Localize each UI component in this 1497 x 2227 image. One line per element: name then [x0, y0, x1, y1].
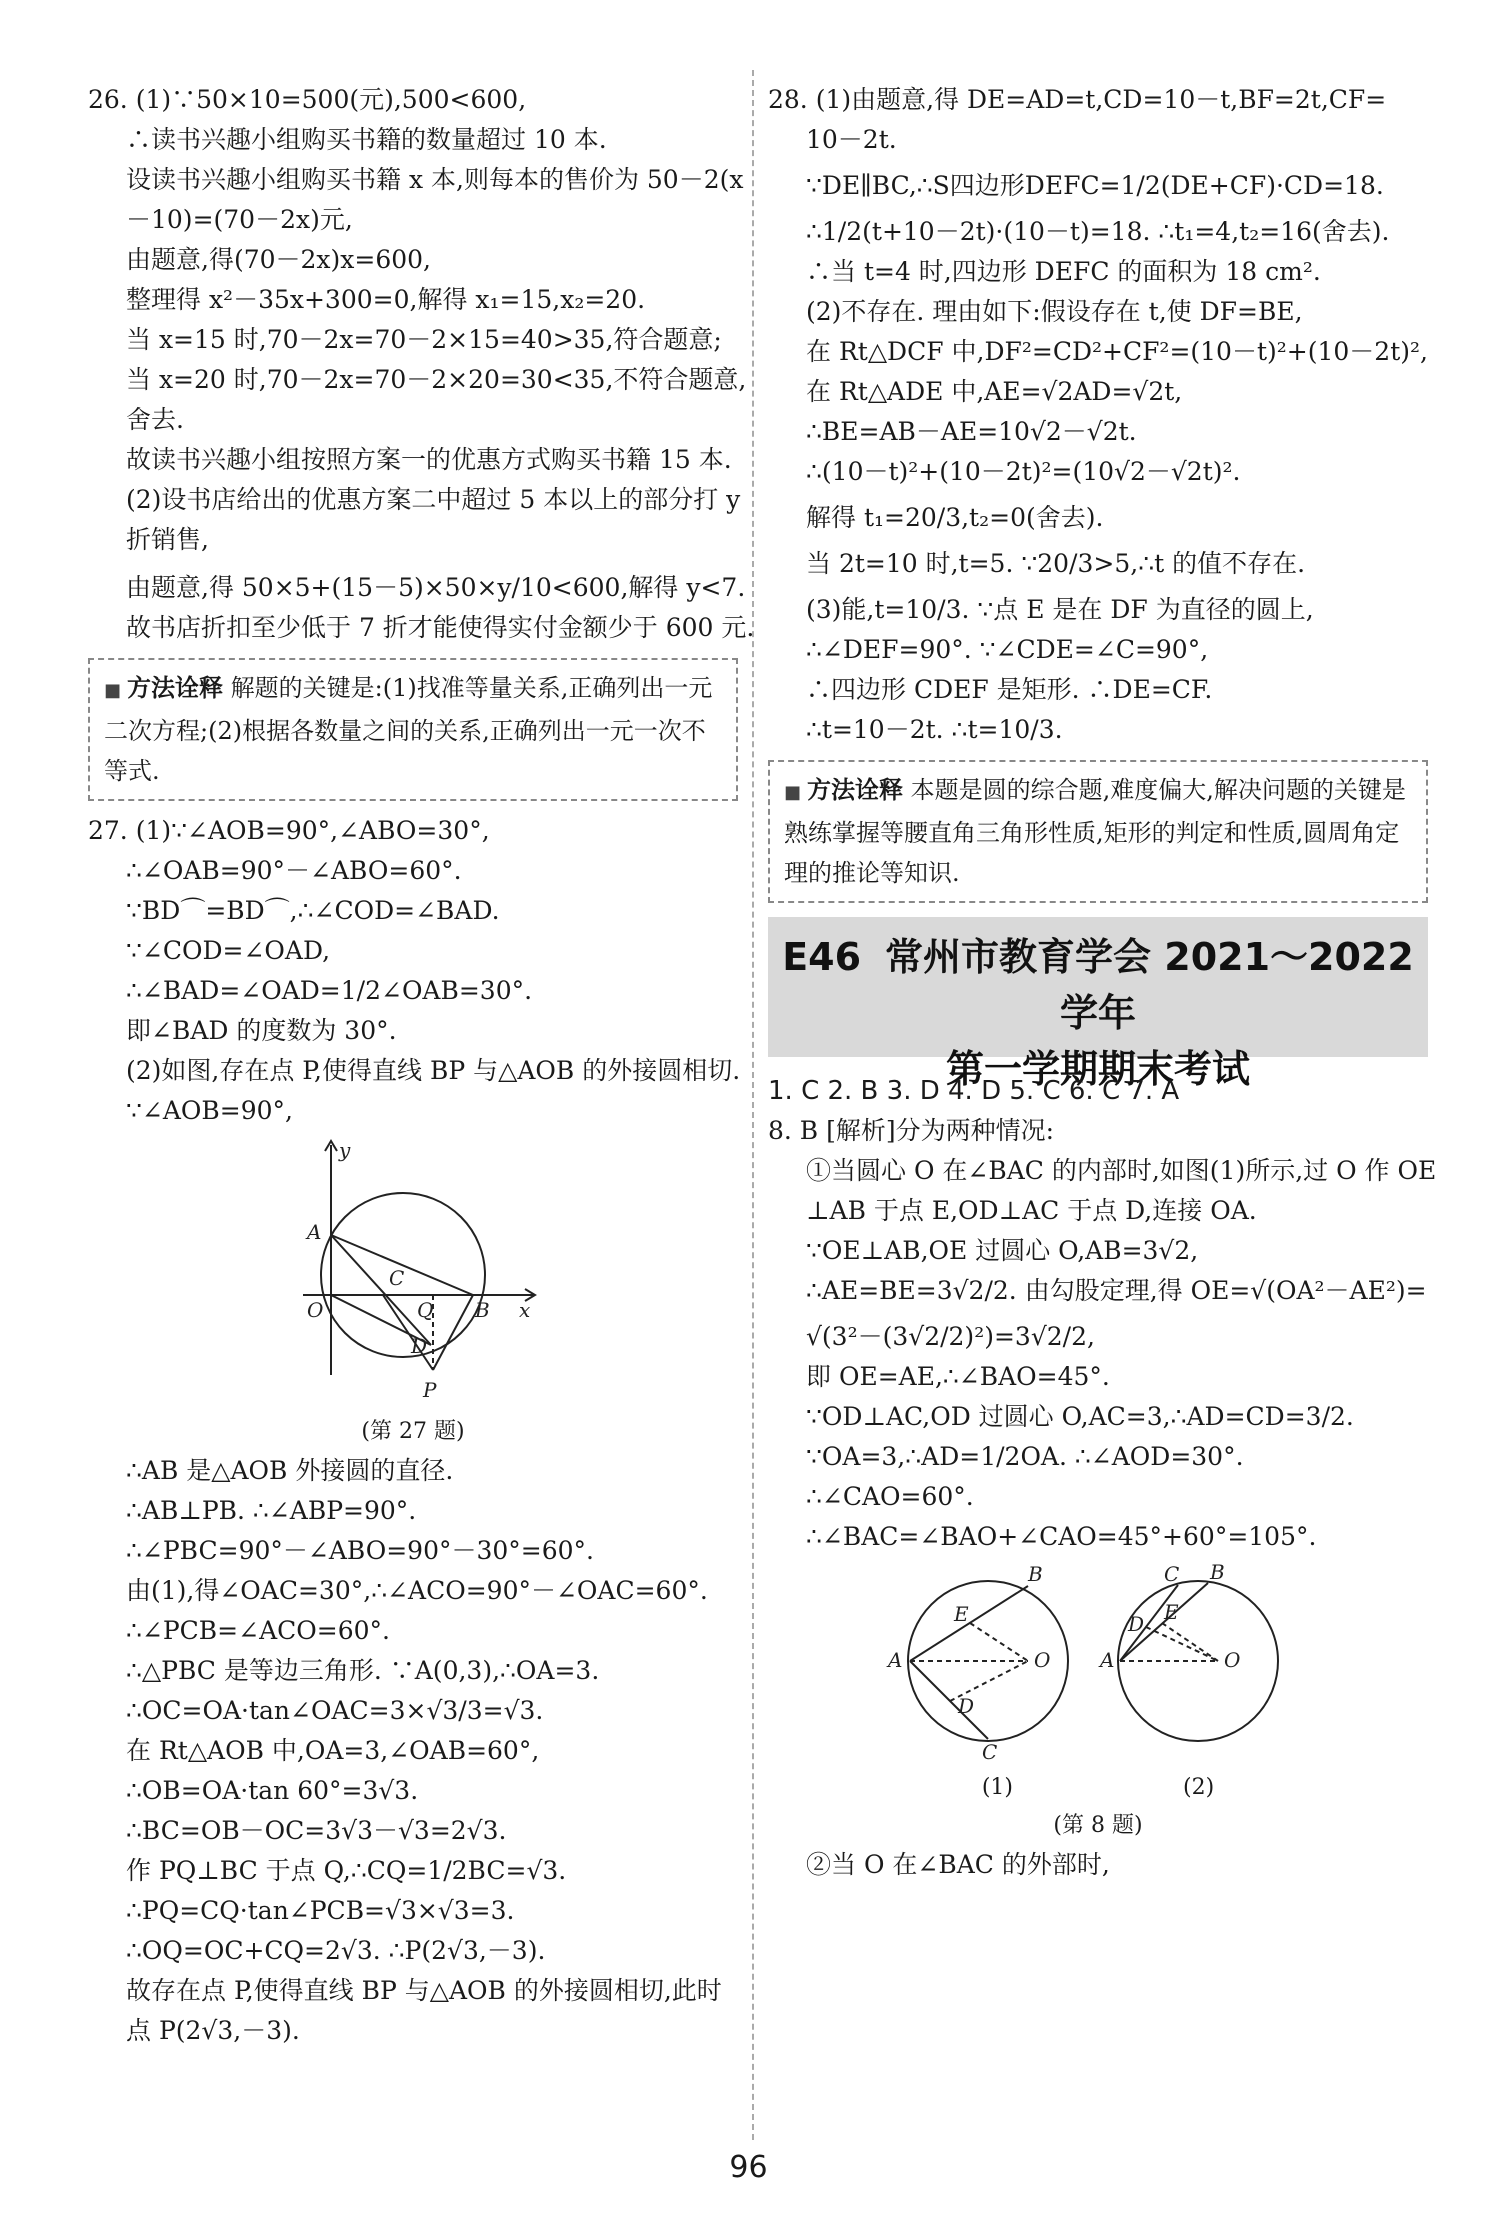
- answer-line: ②当 O 在∠BAC 的外部时,: [806, 1850, 1110, 1879]
- q27-line: ∴∠PBC=90°－∠ABO=90°－30°=60°.: [126, 1536, 595, 1565]
- answer-line: ⊥AB 于点 E,OD⊥AC 于点 D,连接 OA.: [806, 1196, 1257, 1225]
- answer-line: √(3²－(3√2/2)²)=3√2/2,: [806, 1322, 1095, 1351]
- figure-27-caption: (第 27 题): [361, 1419, 465, 1444]
- q28-line: ∴当 t=4 时,四边形 DEFC 的面积为 18 cm².: [806, 257, 1321, 286]
- answer-line: ①当圆心 O 在∠BAC 的内部时,如图(1)所示,过 O 作 OE: [806, 1156, 1437, 1185]
- label-p: P: [423, 1378, 437, 1402]
- label-c-1: C: [982, 1740, 998, 1761]
- q27-line: 故存在点 P,使得直线 BP 与△AOB 的外接圆相切,此时: [126, 1976, 722, 2005]
- q26-line: 整理得 x²－35x+300=0,解得 x₁=15,x₂=20.: [126, 285, 646, 314]
- section-title-1: 常州市教育学会 2021～2022 学年: [885, 935, 1414, 1035]
- method-note-26: [88, 658, 738, 801]
- q27-line: ∴OB=OA·tan 60°=3√3.: [126, 1776, 419, 1805]
- label-c-2: C: [1164, 1562, 1180, 1586]
- q26-line: 当 x=20 时,70－2x=70－2×20=30<35,不符合题意,: [126, 365, 747, 394]
- q28-line: ∴(10－t)²+(10－2t)²=(10√2－√2t)².: [806, 457, 1241, 486]
- q27-line: ∴∠PCB=∠ACO=60°.: [126, 1616, 390, 1645]
- q28-line: ∵DE∥BC,∴S四边形DEFC=1/2(DE+CF)·CD=18.: [806, 171, 1384, 200]
- label-e-2: E: [1164, 1600, 1179, 1624]
- q27-line: ∴∠OAB=90°－∠ABO=60°.: [126, 856, 462, 885]
- q26-line: ∴读书兴趣小组购买书籍的数量超过 10 本.: [126, 125, 607, 154]
- label-a-2: A: [1100, 1648, 1115, 1672]
- q26-line: 由题意,得(70－2x)x=600,: [126, 245, 431, 274]
- label-d-1: D: [958, 1694, 975, 1718]
- label-a-1: A: [888, 1648, 903, 1672]
- segment-eo-2: [1162, 1623, 1218, 1661]
- answer-line: 8. B [解析]分为两种情况:: [768, 1116, 1055, 1145]
- figure-27-svg: [283, 1135, 543, 1405]
- q27-line: 作 PQ⊥BC 于点 Q,∴CQ=1/2BC=√3.: [126, 1856, 567, 1885]
- label-d: D: [411, 1334, 428, 1358]
- q28-line: ∴∠DEF=90°. ∵∠CDE=∠C=90°,: [806, 635, 1209, 664]
- q26-line: 舍去.: [126, 405, 184, 434]
- q28-line: 当 2t=10 时,t=5. ∵20/3>5,∴t 的值不存在.: [806, 549, 1306, 578]
- answer-line: ∵OD⊥AC,OD 过圆心 O,AC=3,∴AD=CD=3/2.: [806, 1402, 1354, 1431]
- right-column: [768, 80, 1437, 1885]
- q27-line: ∴AB 是△AOB 外接圆的直径.: [126, 1456, 454, 1485]
- label-c: C: [389, 1266, 405, 1290]
- question-26: [88, 80, 755, 801]
- q28-line: 28. (1)由题意,得 DE=AD=t,CD=10－t,BF=2t,CF=: [768, 85, 1387, 114]
- answer-line: 即 OE=AE,∴∠BAO=45°.: [806, 1362, 1110, 1391]
- q26-line: 故读书兴趣小组按照方案一的优惠方式购买书籍 15 本.: [126, 445, 732, 474]
- answer-line: ∵OE⊥AB,OE 过圆心 O,AB=3√2,: [806, 1236, 1199, 1265]
- note-tag: ■ 方法诠释: [784, 776, 903, 804]
- figure-8-caption-1: (1): [981, 1775, 1013, 1800]
- segment-eo-1: [970, 1623, 1028, 1661]
- q28-line: ∴1/2(t+10－2t)·(10－t)=18. ∴t₁=4,t₂=16(舍去).: [806, 217, 1390, 246]
- q26-line: 由题意,得 50×5+(15－5)×50×y/10<600,解得 y<7.: [126, 573, 746, 602]
- q27-line: (2)如图,存在点 P,使得直线 BP 与△AOB 的外接圆相切.: [126, 1056, 741, 1085]
- q28-line: 在 Rt△ADE 中,AE=√2AD=√2t,: [806, 377, 1183, 406]
- figure-8-subcaptions: [768, 1773, 1428, 1803]
- chord-ac-1: [910, 1661, 988, 1739]
- segment-do-2: [1146, 1627, 1218, 1661]
- figure-8-caption: (第 8 题): [1053, 1813, 1143, 1838]
- note-tag: ■ 方法诠释: [104, 674, 223, 702]
- figure-8: [768, 1561, 1428, 1841]
- q27-line: ∴OC=OA·tan∠OAC=3×√3/3=√3.: [126, 1696, 544, 1725]
- section-title-2: 第一学期期末考试: [945, 1047, 1250, 1091]
- label-o-2: O: [1224, 1648, 1241, 1672]
- left-column: [88, 80, 755, 2051]
- q26-line: 26. (1)∵50×10=500(元),500<600,: [88, 85, 527, 114]
- label-e-1: E: [954, 1602, 969, 1626]
- label-y: y: [339, 1138, 351, 1162]
- q27-line: ∴AB⊥PB. ∴∠ABP=90°.: [126, 1496, 417, 1525]
- answer-line: ∴AE=BE=3√2/2. 由勾股定理,得 OE=√(OA²－AE²)=: [806, 1276, 1427, 1305]
- q26-line: 设读书兴趣小组购买书籍 x 本,则每本的售价为 50－2(x: [126, 165, 744, 194]
- q27-line: ∴△PBC 是等边三角形. ∵A(0,3),∴OA=3.: [126, 1656, 600, 1685]
- label-d-2: D: [1128, 1612, 1145, 1636]
- q26-line: 故书店折扣至少低于 7 折才能使得实付金额少于 600 元.: [126, 613, 755, 642]
- q28-line: ∴t=10－2t. ∴t=10/3.: [806, 715, 1063, 744]
- note-text: 本题是圆的综合题,难度偏大,解决问题的关键是熟练掌握等腰直角三角形性质,矩形的判定和性质,圆周角定理的推论等知识.: [784, 776, 1406, 887]
- figure-8-caption-2: (2): [1183, 1775, 1215, 1800]
- q26-line: 当 x=15 时,70－2x=70－2×15=40>35,符合题意;: [126, 325, 722, 354]
- label-q: Q: [417, 1298, 434, 1322]
- label-x: x: [519, 1298, 531, 1322]
- figure-27: [88, 1135, 738, 1447]
- q27-line: ∵∠AOB=90°,: [126, 1096, 293, 1125]
- method-note-28: [768, 760, 1428, 903]
- q27-line: 即∠BAD 的度数为 30°.: [126, 1016, 397, 1045]
- q27-line: ∴PQ=CQ·tan∠PCB=√3×√3=3.: [126, 1896, 515, 1925]
- q28-line: 解得 t₁=20/3,t₂=0(舍去).: [806, 503, 1104, 532]
- label-b: B: [475, 1298, 490, 1322]
- question-28: [768, 80, 1428, 903]
- segment-ad: [331, 1235, 434, 1345]
- choice-answers: 1. C 2. B 3. D 4. D 5. C 6. C 7. A: [768, 1076, 1180, 1106]
- question-27: [88, 811, 741, 2051]
- answer-line: ∴∠BAC=∠BAO+∠CAO=45°+60°=105°.: [806, 1522, 1317, 1551]
- q27-line: ∴OQ=OC+CQ=2√3. ∴P(2√3,－3).: [126, 1936, 546, 1965]
- answer-line: ∴∠CAO=60°.: [806, 1482, 974, 1511]
- q26-line: －10)=(70－2x)元,: [126, 205, 353, 234]
- q28-line: ∴BE=AB－AE=10√2－√2t.: [806, 417, 1137, 446]
- q27-line: 27. (1)∵∠AOB=90°,∠ABO=30°,: [88, 816, 490, 845]
- column-divider: [752, 70, 754, 2140]
- q27-line: ∴BC=OB－OC=3√3－√3=2√3.: [126, 1816, 507, 1845]
- q27-line: ∴∠BAD=∠OAD=1/2∠OAB=30°.: [126, 976, 533, 1005]
- answers-section: [768, 1071, 1437, 1885]
- page-number: 96: [729, 2150, 768, 2185]
- q27-line: 点 P(2√3,－3).: [126, 2016, 300, 2045]
- q28-line: (2)不存在. 理由如下:假设存在 t,使 DF=BE,: [806, 297, 1303, 326]
- q27-line: ∵∠COD=∠OAD,: [126, 936, 331, 965]
- label-b-2: B: [1210, 1561, 1225, 1584]
- q28-line: (3)能,t=10/3. ∵点 E 是在 DF 为直径的圆上,: [806, 595, 1314, 624]
- q27-line: ∵BD⌒=BD⌒,∴∠COD=∠BAD.: [126, 896, 500, 925]
- q28-line: 10－2t.: [806, 125, 897, 154]
- q27-line: 由(1),得∠OAC=30°,∴∠ACO=90°－∠OAC=60°.: [126, 1576, 708, 1605]
- figure-8-svg: [878, 1561, 1318, 1761]
- segment-bp: [433, 1295, 473, 1370]
- q28-line: 在 Rt△DCF 中,DF²=CD²+CF²=(10－t)²+(10－2t)²,: [806, 337, 1428, 366]
- q26-line: (2)设书店给出的优惠方案二中超过 5 本以上的部分打 y: [126, 485, 741, 514]
- note-text: 解题的关键是:(1)找准等量关系,正确列出一元二次方程;(2)根据各数量之间的关系,正确列出一元一次不等式.: [104, 674, 713, 785]
- label-a: A: [307, 1220, 322, 1244]
- section-code: E46: [782, 935, 862, 979]
- answer-line: ∵OA=3,∴AD=1/2OA. ∴∠AOD=30°.: [806, 1442, 1244, 1471]
- label-o-1: O: [1034, 1648, 1051, 1672]
- q27-line: 在 Rt△AOB 中,OA=3,∠OAB=60°,: [126, 1736, 540, 1765]
- banner-title-line-1: [768, 929, 1428, 1041]
- label-o: O: [307, 1298, 324, 1322]
- q26-line: 折销售,: [126, 525, 209, 554]
- q28-line: ∴四边形 CDEF 是矩形. ∴DE=CF.: [806, 675, 1213, 704]
- label-b-1: B: [1028, 1562, 1043, 1586]
